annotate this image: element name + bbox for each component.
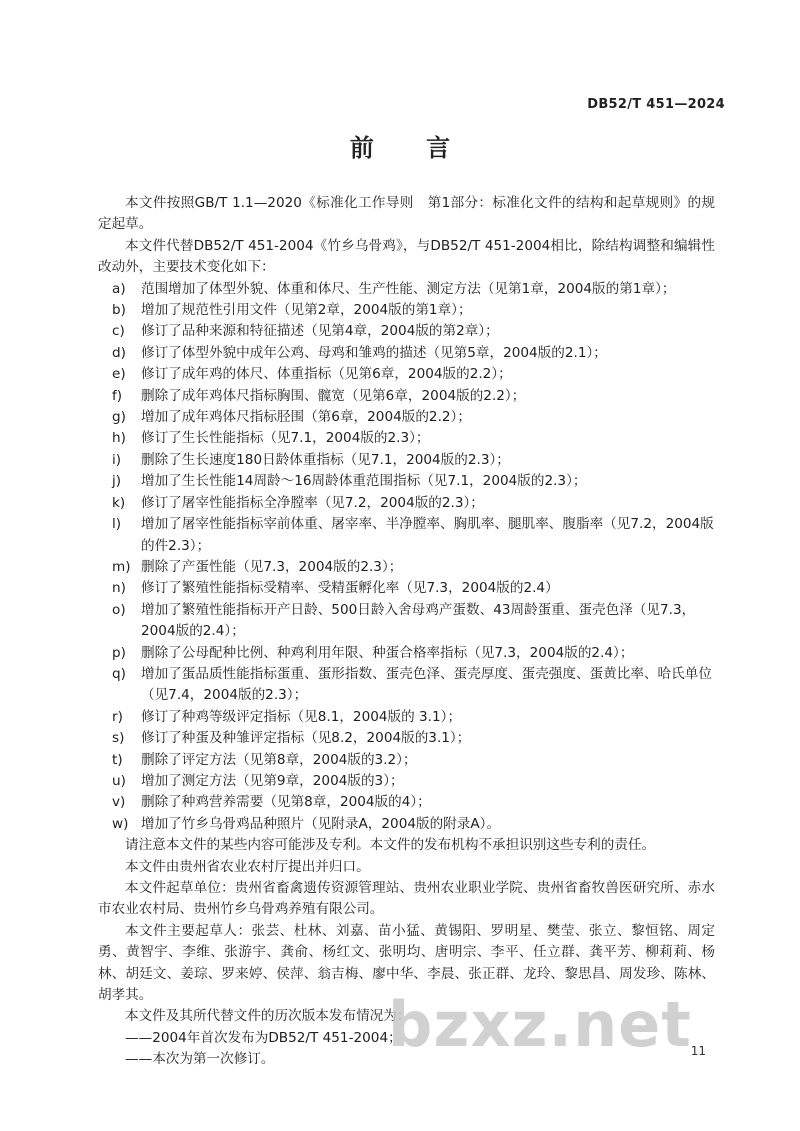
change-item-marker: c) — [112, 323, 125, 340]
change-item-marker: f) — [112, 387, 123, 404]
proposer-note: 本文件由贵州省农业农村厅提出并归口。 — [125, 858, 370, 875]
change-item-marker: v) — [112, 794, 126, 811]
page-title: 前 言 — [349, 134, 473, 162]
change-item-text: 修订了生长性能指标（见7.1，2004版的2.3）； — [141, 430, 430, 447]
change-item-marker: w) — [112, 815, 129, 832]
history-intro: 本文件及其所代替文件的历次版本发布情况为： — [125, 1008, 411, 1025]
change-item-marker: i) — [112, 451, 122, 468]
change-item-marker: m) — [112, 558, 131, 575]
change-item-marker: a) — [112, 280, 126, 297]
change-item-text: 增加了竹乡乌骨鸡品种照片（见附录A，2004版的附录A）。 — [141, 815, 501, 832]
change-item — [98, 386, 715, 407]
change-item-marker: q) — [112, 665, 126, 682]
change-item-text: 增加了生长性能14周龄～16周龄体重范围指标（见7.1，2004版的2.3）； — [141, 473, 587, 490]
watermark: bzxz.net — [388, 988, 692, 1061]
change-item-marker: h) — [112, 430, 126, 447]
changes-list — [98, 279, 715, 836]
change-item-text: 增加了繁殖性能指标开产日龄、500日龄入舍母鸡产蛋数、43周龄蛋重、蛋壳色泽（见7.3，2004版的2.4）； — [141, 601, 696, 640]
change-item-text: 修订了品种来源和特征描述（见第4章，2004版的第2章）； — [141, 323, 499, 340]
change-item-text: 增加了屠宰性能指标宰前体重、屠宰率、半净膛率、胸肌率、腿肌率、腹脂率（见7.2，2004版的件2.3）； — [141, 516, 714, 554]
page-number: 11 — [690, 1044, 706, 1058]
change-item-text: 删除了种鸡营养需要（见第8章，2004版的4）； — [141, 794, 431, 811]
drafters: 本文件主要起草人：张芸、杜林、刘嘉、苗小猛、黄锡阳、罗明星、樊莹、张立、黎恒铭、周定勇、黄智宇、李维、张游宇、龚俞、杨红文、张明均、唐明宗、李平、任立群、龚平芳、柳莉莉、杨林、胡廷文、姜琮、罗来婷、侯萍、翁吉梅、廖中华、李晨、张正群、龙玲、黎思昌、周发珍、陈林、胡孝其。 — [98, 922, 715, 1004]
document-code: DB52/T 451—2024 — [587, 97, 725, 112]
change-item-marker: o) — [112, 601, 126, 618]
change-item-text: 修订了繁殖性能指标受精率、受精蛋孵化率（见7.3，2004版的2.4） — [141, 580, 559, 597]
change-item — [98, 471, 715, 492]
change-item-marker: j) — [112, 473, 122, 490]
change-item — [98, 364, 715, 385]
change-item-marker: b) — [112, 302, 126, 319]
preface-body — [98, 193, 715, 1071]
change-item — [98, 407, 715, 428]
change-item-marker: u) — [112, 772, 126, 789]
change-item — [98, 707, 715, 728]
change-item — [98, 728, 715, 749]
change-item-marker: r) — [112, 708, 123, 725]
change-item-marker: n) — [112, 580, 126, 597]
change-item — [98, 814, 715, 835]
change-item — [98, 428, 715, 449]
change-item-text: 修订了种鸡等级评定指标（见8.1，2004版的 3.1）； — [141, 708, 462, 725]
change-item-text: 删除了成年鸡体尺指标胸围、髋宽（见第6章，2004版的2.2）； — [141, 387, 526, 404]
history-item: ——2004年首次发布为DB52/T 451-2004； — [125, 1029, 402, 1046]
change-item-text: 修订了体型外貌中成年公鸡、母鸡和雏鸡的描述（见第5章，2004版的2.1）； — [141, 344, 607, 361]
change-item-marker: p) — [112, 644, 126, 661]
change-item — [98, 321, 715, 342]
change-item — [98, 643, 715, 664]
change-item-text: 增加了蛋品质性能指标蛋重、蛋形指数、蛋壳色泽、蛋壳厚度、蛋壳强度、蛋黄比率、哈氏单位（见7.4，2004版的2.3）； — [141, 665, 712, 704]
change-item-text: 增加了测定方法（见第9章，2004版的3）； — [141, 772, 404, 789]
change-item-text: 范围增加了体型外貌、体重和体尺、生产性能、测定方法（见第1章，2004版的第1章）； — [141, 280, 676, 297]
change-item-marker: t) — [112, 751, 123, 768]
change-item-text: 删除了评定方法（见第8章，2004版的3.2）； — [141, 751, 417, 768]
change-item — [98, 600, 715, 643]
change-item — [98, 343, 715, 364]
intro-paragraph: 本文件按照GB/T 1.1—2020《标准化工作导则 第1部分：标准化文件的结构和起草规则》的规定起草。 — [98, 195, 715, 233]
change-item — [98, 279, 715, 300]
change-item-text: 增加了规范性引用文件（见第2章，2004版的第1章）； — [141, 302, 472, 319]
change-item-text: 删除了产蛋性能（见7.3，2004版的2.3）； — [141, 558, 403, 575]
patent-note: 请注意本文件的某些内容可能涉及专利。本文件的发布机构不承担识别这些专利的责任。 — [125, 837, 656, 854]
drafting-units: 本文件起草单位：贵州省畜禽遗传资源管理站、贵州农业职业学院、贵州省畜牧兽医研究所、赤水市农业农村局、贵州竹乡乌骨鸡养殖有限公司。 — [98, 880, 715, 918]
change-item-text: 修订了成年鸡的体尺、体重指标（见第6章，2004版的2.2）； — [141, 366, 512, 383]
change-item — [98, 750, 715, 771]
change-item-marker: e) — [112, 366, 126, 383]
change-item-marker: d) — [112, 344, 126, 361]
change-item — [98, 771, 715, 792]
change-item — [98, 300, 715, 321]
change-item — [98, 792, 715, 813]
change-item-text: 增加了成年鸡体尺指标胫围（第6章，2004版的2.2）； — [141, 409, 471, 426]
change-item-text: 修订了种蛋及种雏评定指标（见8.2，2004版的3.1）； — [141, 730, 471, 747]
change-item — [98, 450, 715, 471]
change-item — [98, 557, 715, 578]
change-item-text: 修订了屠宰性能指标全净膛率（见7.2，2004版的2.3）； — [141, 494, 484, 511]
change-item-text: 删除了生长速度180日龄体重指标（见7.1，2004版的2.3）； — [141, 451, 510, 468]
change-item-text: 删除了公母配种比例、种鸡利用年限、种蛋合格率指标（见7.3，2004版的2.4）； — [141, 644, 634, 661]
change-item — [98, 493, 715, 514]
intro-paragraph: 本文件代替DB52/T 451-2004《竹乡乌骨鸡》，与DB52/T 451-2004相比，除结构调整和编辑性改动外，主要技术变化如下： — [98, 237, 715, 276]
change-item-marker: l) — [112, 516, 122, 533]
change-item-marker: s) — [112, 730, 125, 747]
change-item — [98, 578, 715, 599]
change-item-marker: k) — [112, 494, 126, 511]
change-item — [98, 664, 715, 707]
change-item — [98, 514, 715, 557]
history-item: ——本次为第一次修订。 — [125, 1051, 275, 1068]
change-item-marker: g) — [112, 409, 126, 426]
